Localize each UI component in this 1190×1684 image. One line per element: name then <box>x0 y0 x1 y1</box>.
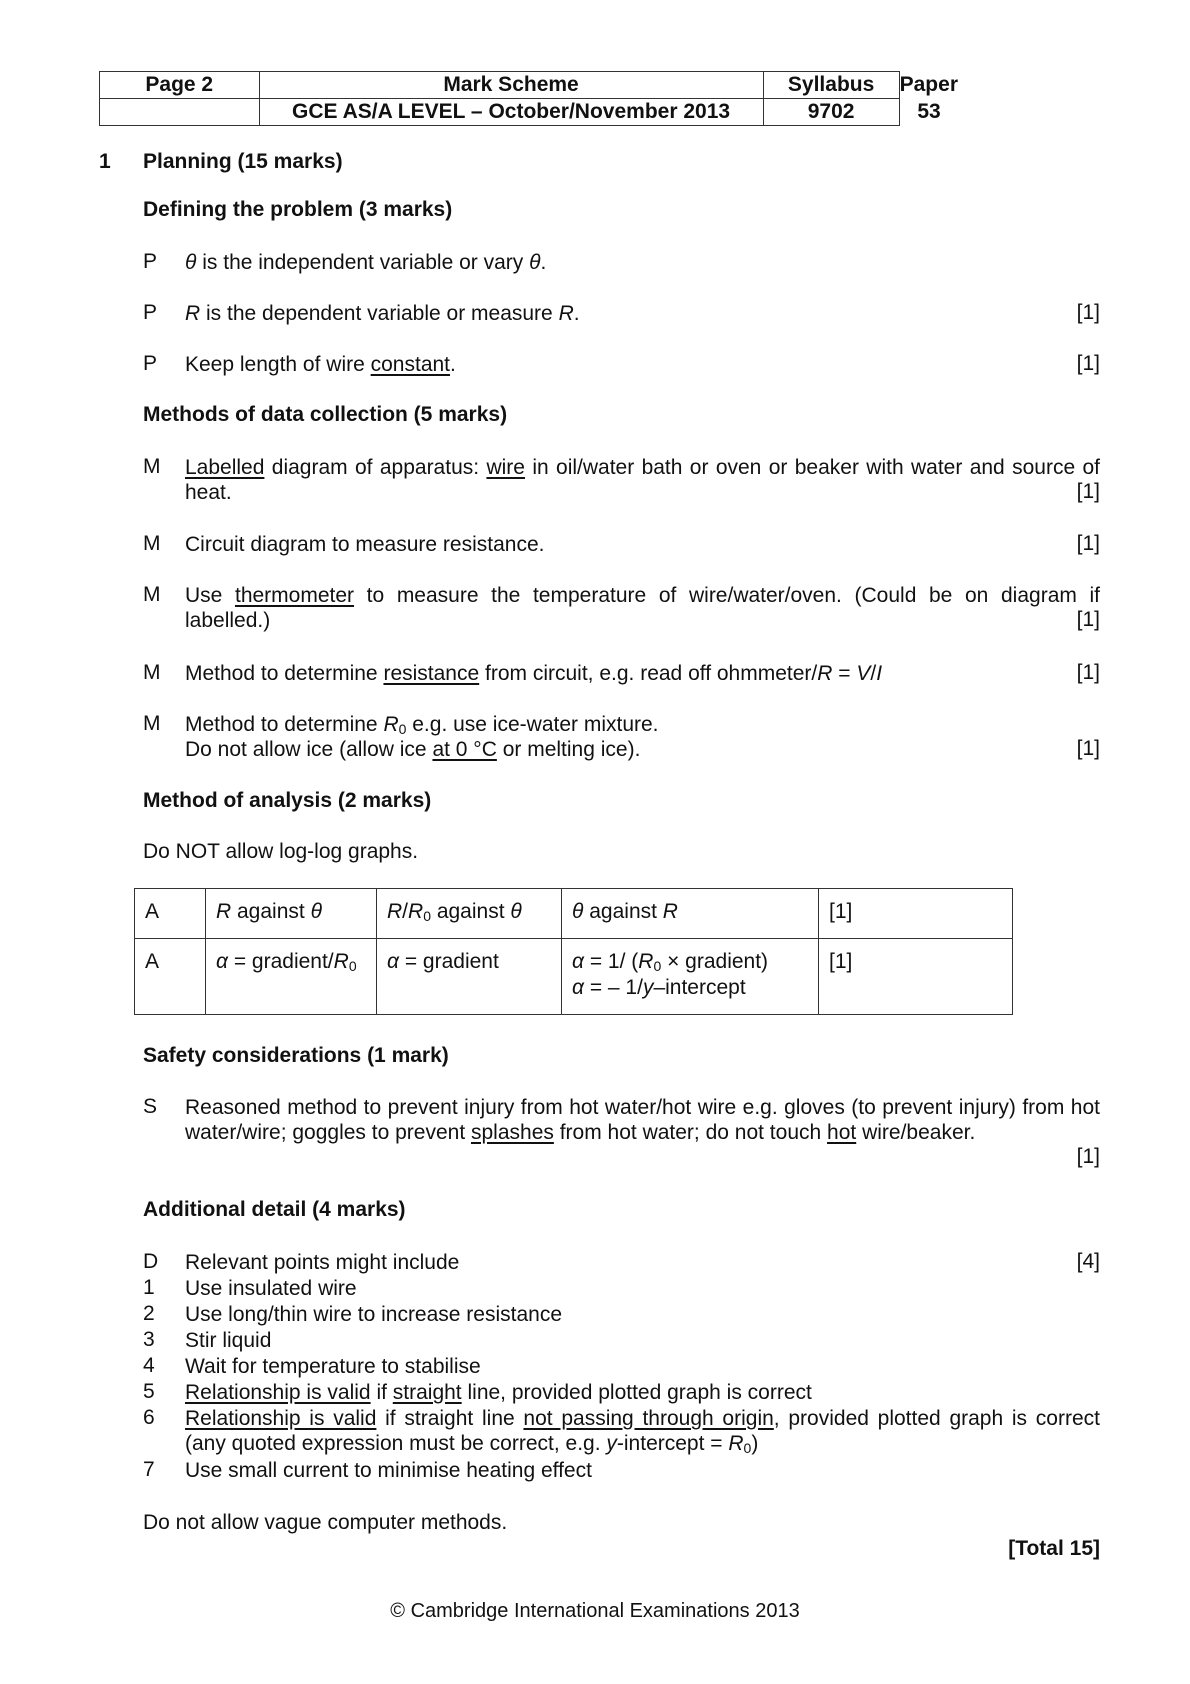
list-number: 4 <box>143 1354 155 1377</box>
mark-value: [1] <box>1076 301 1100 324</box>
question-number: 1 <box>99 150 111 173</box>
table-row <box>135 889 1013 939</box>
point-text: Keep length of wire constant. <box>185 353 456 376</box>
mark-value: [1] <box>1076 532 1100 555</box>
paper-label: Paper <box>899 73 958 96</box>
section-heading-safety: Safety considerations (1 mark) <box>143 1044 449 1067</box>
point-text: θ is the independent variable or vary θ. <box>185 251 547 274</box>
point-text: Relevant points might include <box>185 1251 460 1274</box>
header-title: Mark Scheme <box>259 72 763 99</box>
syllabus-label: Syllabus <box>763 72 899 99</box>
point-label: P <box>143 250 158 273</box>
point-label: M <box>143 583 161 606</box>
list-text: Wait for temperature to stabilise <box>185 1355 481 1378</box>
list-number: 5 <box>143 1380 155 1403</box>
table-cell: R against θ <box>206 889 377 939</box>
page-number: Page 2 <box>100 72 260 99</box>
point-text: Circuit diagram to measure resistance. <box>185 533 545 556</box>
table-cell: A <box>135 939 206 1015</box>
analysis-note: Do NOT allow log-log graphs. <box>143 840 419 863</box>
list-number: 2 <box>143 1302 155 1325</box>
analysis-table <box>134 888 1013 1015</box>
mark-value: [1] <box>1076 608 1100 631</box>
table-cell: θ against R <box>562 889 819 939</box>
point-label: S <box>143 1095 158 1118</box>
table-cell: $R/R_0$ against θ <box>377 889 562 939</box>
syllabus-code: 9702 <box>763 99 899 126</box>
header-empty-cell <box>100 99 260 126</box>
mark-value: [1] <box>1076 352 1100 375</box>
point-label: M <box>143 455 161 478</box>
list-number: 1 <box>143 1276 155 1299</box>
mark-value: [4] <box>1076 1250 1100 1273</box>
list-number: 3 <box>143 1328 155 1351</box>
table-cell: α = gradient <box>377 939 562 1015</box>
point-label: D <box>143 1250 159 1273</box>
list-text: Relationship is valid if straight line, provided plotted graph is correct <box>185 1381 812 1404</box>
mark-value: [1] <box>1076 661 1100 684</box>
list-text: Stir liquid <box>185 1329 272 1352</box>
table-cell: α = gradient/$R_0$ <box>206 939 377 1015</box>
mark-value: [1] <box>1076 480 1100 503</box>
table-cell: [1] <box>819 889 1013 939</box>
list-text: Use long/thin wire to increase resistance <box>185 1303 563 1326</box>
point-label: P <box>143 352 158 375</box>
point-text: Method to determine resistance from circuit, e.g. read off ohmmeter/R = V/I <box>185 662 883 685</box>
point-label: P <box>143 301 158 324</box>
mark-value: [1] <box>1076 737 1100 760</box>
list-text: Use insulated wire <box>185 1277 357 1300</box>
point-text: Use thermometer to measure the temperature of wire/water/oven. (Could be on diagram if labelled.) <box>185 584 1100 632</box>
list-text: Use small current to minimise heating effect <box>185 1459 592 1482</box>
table-cell: α = 1/ ($R_0$ × gradient) α = – 1/y–intercept <box>562 939 819 1015</box>
list-text: Relationship is valid if straight line not passing through origin, provided plotted graph is correct (any quoted expression must be correct, e.g. y-intercept = $R_0$) <box>185 1407 1100 1456</box>
point-label: M <box>143 661 161 684</box>
section-heading-defining: Defining the problem (3 marks) <box>143 198 453 221</box>
table-cell: A <box>135 889 206 939</box>
section-heading-methods: Methods of data collection (5 marks) <box>143 403 508 426</box>
closing-note: Do not allow vague computer methods. <box>143 1511 508 1534</box>
point-label: M <box>143 712 161 735</box>
section-heading-additional: Additional detail (4 marks) <box>143 1198 406 1221</box>
table-cell: [1] <box>819 939 1013 1015</box>
point-text: Reasoned method to prevent injury from hot water/hot wire e.g. gloves (to prevent injury) from hot water/wire; goggles to prevent splashes from hot water; do not touch hot wire/beaker. <box>185 1096 1100 1144</box>
question-title: Planning (15 marks) <box>143 150 343 173</box>
list-number: 6 <box>143 1406 155 1429</box>
exam-session: GCE AS/A LEVEL – October/November 2013 <box>259 99 763 126</box>
point-text: Labelled diagram of apparatus: wire in oil/water bath or oven or beaker with water and source of heat. <box>185 456 1100 504</box>
section-heading-analysis: Method of analysis (2 marks) <box>143 789 432 812</box>
total-marks: [Total 15] <box>1008 1537 1100 1560</box>
point-label: M <box>143 532 161 555</box>
point-text: R is the dependent variable or measure R. <box>185 302 580 325</box>
point-text: Method to determine $R_0$ e.g. use ice-water mixture. Do not allow ice (allow ice at 0 °C or melting ice). <box>185 713 659 761</box>
list-number: 7 <box>143 1458 155 1481</box>
table-row <box>135 939 1013 1015</box>
footer-copyright: © Cambridge International Examinations 2013 <box>390 1600 800 1622</box>
paper-number: 53 <box>917 100 941 123</box>
mark-value: [1] <box>1076 1145 1100 1168</box>
header-table <box>99 71 959 126</box>
